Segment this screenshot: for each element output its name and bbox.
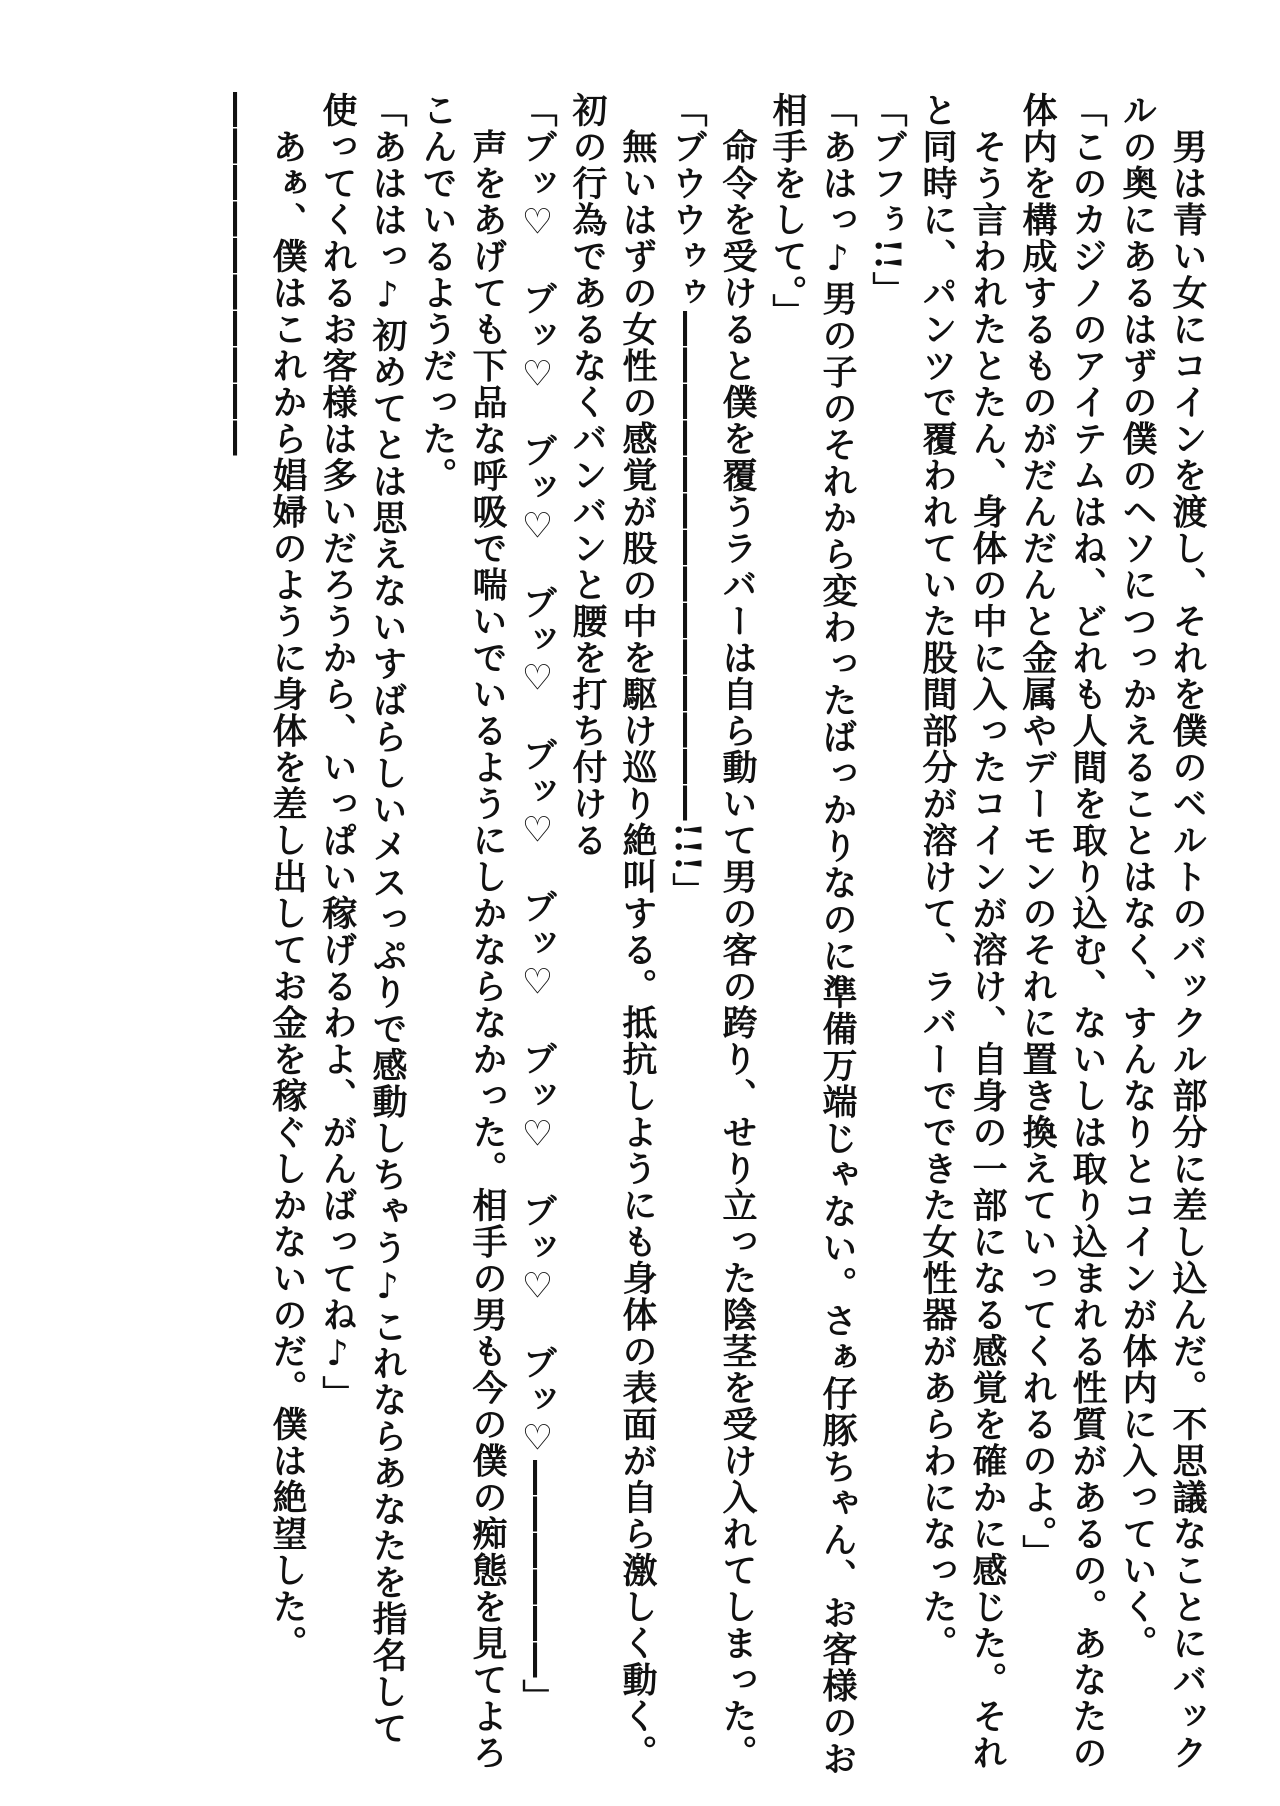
narration-paragraph: そう言われたとたん、身体の中に入ったコインが溶け、自身の一部になる感覚を確かに感じた。それと同時に、パンツで覆われていた股間部分が溶けて、ラバーでできた女性器があらわになった。 [917, 92, 1008, 1771]
dialogue-paragraph: 「ブッ♡ ブッ♡ ブッ♡ ブッ♡ ブッ♡ ブッ♡ ブッ♡ ブッ♡ ブッ♡――――――」 [517, 92, 558, 1716]
narration-paragraph: あぁ、僕はこれから娼婦のように身体を差し出してお金を稼ぐしかないのだ。僕は絶望した。―――――――――― [217, 92, 308, 1662]
vertical-text-body [212, 92, 1212, 1782]
dialogue-paragraph: 「あはっ♪男の子のそれから変わったばっかりなのに準備万端じゃない。さぁ仔豚ちゃん、お客様のお相手をして。」 [767, 92, 858, 1777]
narration-paragraph: 男は青い女にコインを渡し、それを僕のベルトのバックル部分に差し込んだ。不思議なことにバックルの奥にあるはずの僕のヘソにつっかえることはなく、すんなりとコインが体内に入っていく。 [1117, 92, 1208, 1771]
narration-paragraph: 命令を受けると僕を覆うラバーは自ら動いて男の客の跨り、せり立った陰茎を受け入れてしまった。 [717, 92, 758, 1771]
narration-paragraph: 無いはずの女性の感覚が股の中を駆け巡り絶叫する。抵抗しようにも身体の表面が自ら激しく動く。初の行為であるなくバンバンと腰を打ち付ける [567, 92, 658, 1771]
narration-paragraph: 声をあげても下品な呼吸で喘いでいるようにしかならなかった。相手の男も今の僕の痴態を見てよろこんでいるようだった。 [417, 92, 508, 1771]
dialogue-paragraph: 「ブウウゥゥ――――――――――――――!!!」 [667, 92, 708, 910]
dialogue-paragraph: 「あははっ♪初めてとは思えないすばらしいメスっぷりで感動しちゃう♪これならあなたを指名して使ってくれるお客様は多いだろうから、いっぱい稼げるわよ、がんばってね♪」 [317, 92, 408, 1747]
dialogue-paragraph: 「ブフぅ!!」 [867, 92, 908, 309]
dialogue-paragraph: 「このカジノのアイテムはね、どれも人間を取り込む、ないしは取り込まれる性質があるの。あなたの体内を構成するものがだんだんと金属やデーモンのそれに置き換えていってくれるのよ。」 [1017, 92, 1108, 1771]
